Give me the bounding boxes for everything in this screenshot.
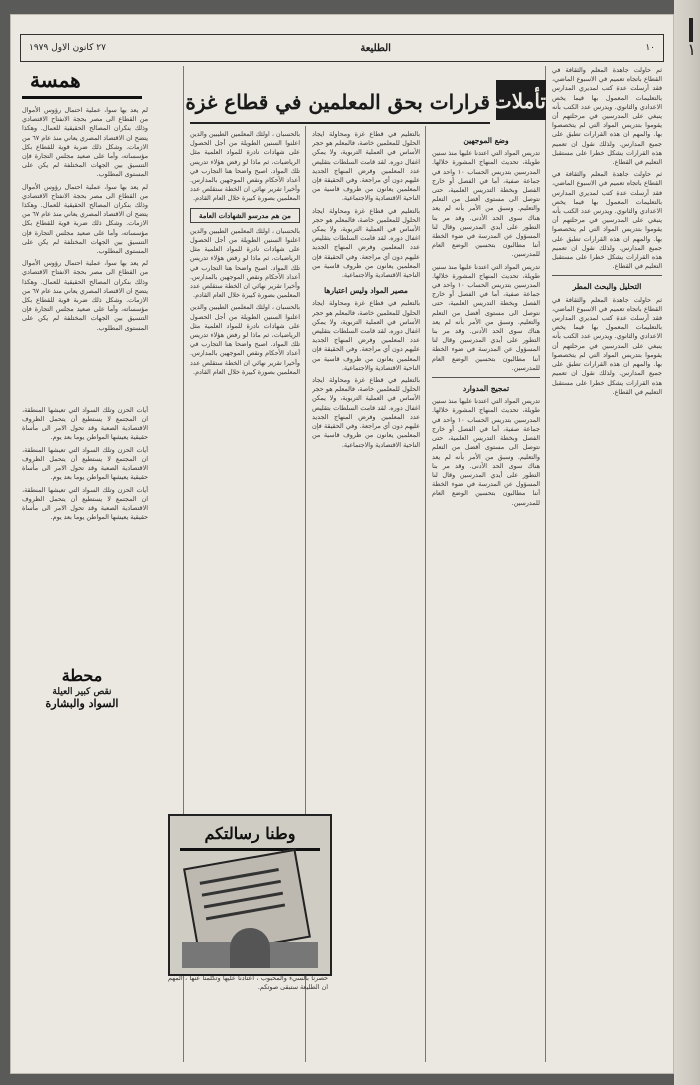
divider <box>432 377 540 378</box>
article-text: ثم حاولت جاهدة المعلم والثقافة في القطاع باتجاه تعميم في الاسبوع الماضي، فقد أرسلت عدة كتب لمديري المدارس بالتعليمات المعمول بها فيما يخص الاعدادي والثانوي. ويدرس عدد الكتب بأنه ينبغي على المدرسين في مرحلتهم أن يقوموا بتدريس المواد التي لم يتخصصوا بها. والمهم ان هذه القرارات تطبق على جميع المدارس. ولذلك نقول ان تعميم هذه القرارات يشكل خطرا على مستقبل التعليم في القطاع. <box>552 66 662 167</box>
binding-edge <box>674 0 700 1085</box>
article-text: ثم حاولت جاهدة المعلم والثقافة في القطاع باتجاه تعميم في الاسبوع الماضي، فقد أرسلت عدة كتب لمديري المدارس بالتعليمات المعمول بها فيما يخص الاعدادي والثانوي. ويدرس عدد الكتب بأنه ينبغي على المدرسين في مرحلتهم أن يقوموا بتدريس المواد التي لم يتخصصوا بها. والمهم ان هذه القرارات تطبق على جميع المدارس. ولذلك نقول ان تعميم هذه القرارات يشكل خطرا على مستقبل التعليم في القطاع. <box>552 170 662 271</box>
left-column-text: لم يعد بها سوا، عملية احتمال رؤوس الأموال من القطاع الى مصر بحجة الانفتاح الاقتصادي وذلك بنكران المصالح الحقيقية للعمال. وهكذا يتضح ان الاقتصاد المصري يعاني منذ عام ٦٧ من الازمات. وشكل ذلك ضربة قوية للقطاع بكل مؤسساته، وأما على صعيد مجلس التجارة فإن التنسيق بين الجهات المختلفة لم يكن على المستوى المطلوب. <box>22 259 148 332</box>
article-text: بالحسبان ، اولئك المعلمين الطيبين والدين اعلنوا السنين الطويلة من أجل الحصول على شهادات نادرة للمواد العلمية مثل الرياضيات، ثم ماذا لو رفض هؤلاء تدريس تلك المواد. اصبح واضحا هنا التجارب في أعداد الأحكام ونقص الموجهين بالمدارس. وأخيرا تقرير نهائي ان الخطة ستقلص عدد المعلمين بصورة كبيرة خلال العام القادم. <box>190 130 300 203</box>
subhead: التحليل والبحث المطر <box>572 282 642 292</box>
page-number: ١ <box>687 40 696 59</box>
advertisement <box>168 814 332 976</box>
mahatta-line1: نقص كبير العيلة <box>52 687 112 697</box>
mahatta-text: أيات الحزن وتلك السواد التي تعيشها المنطقة، ان المجتمع لا يستطيع أن يتحمل الظروف الاقتصادية الصعبة وقد تحول الامر الى مأساة حقيقية يعيشها المواطن يوما بعد يوم. <box>22 485 148 522</box>
ad-caption <box>168 974 328 1074</box>
mahatta-box <box>22 666 142 710</box>
ad-image-figure <box>230 928 270 968</box>
mahatta-text: أيات الحزن وتلك السواد التي تعيشها المنطقة، ان المجتمع لا يستطيع أن يتحمل الظروف الاقتصادية الصعبة وقد تحول الامر الى مأساة حقيقية يعيشها المواطن يوما بعد يوم. <box>22 405 148 442</box>
article-text: تدريس المواد التي اعتدنا عليها منذ سنين طويلة، تحديث المنهاج المشورة خلالها. المدرسين بتدريس الحساب ١٠ واحد في جماعة صفية، أما في الفصل أو خارج الفصل وبخطة التدريس العلمية، حتى نتوصل الى مستوى أفضل من التعلم والتعليم. وسبق من الأمر بأنه لم يعد هناك سوى الحد الأدنى. وقد مر بنا التطور على أيدي المدرسين وقال لنا المسؤول عن المدرسة في ضوء الخطة أننا مطالبون بتحسين الوضع العام للمدرسين. <box>432 262 540 372</box>
article-text: بالتعليم في قطاع غزة ومحاولة ايجاد الحلول للمعلمين خاصة، فالمعلم هو حجر الأساس في العملية التربوية، ولا يمكن اغفال دوره. لقد قامت السلطات بتقليص عدد المعلمين وفرض المنهاج الجديد عليهم دون أي مراجعة. وفي الحقيقة فإن المعلمين يعانون من ظروف قاسية من الناحية الاقتصادية والاجتماعية. <box>312 376 420 449</box>
article-column-3 <box>432 130 540 1062</box>
subhead: تمجيج المدوارد <box>462 384 510 394</box>
hamsa-logo <box>22 66 142 100</box>
article-column-4 <box>552 66 662 1062</box>
issue-date: ٢٧ كانون الاول ١٩٧٩ <box>29 43 106 53</box>
hamsa-logo-text: همسة <box>30 68 81 92</box>
mahatta-line2: السواد والبشارة <box>45 697 119 710</box>
article-text: بالتعليم في قطاع غزة ومحاولة ايجاد الحلول للمعلمين خاصة، فالمعلم هو حجر الأساس في العملية التربوية، ولا يمكن اغفال دوره. لقد قامت السلطات بتقليص عدد المعلمين وفرض المنهاج الجديد عليهم دون أي مراجعة. وفي الحقيقة فإن المعلمين يعانون من ظروف قاسية من الناحية الاقتصادية والاجتماعية. <box>312 130 420 203</box>
hamsa-logo-bar <box>22 96 142 99</box>
headline-rule <box>190 122 490 124</box>
newspaper-page <box>10 14 674 1074</box>
binding-mark <box>689 18 693 42</box>
column-rule <box>425 126 426 1062</box>
ad-rule <box>180 848 320 851</box>
article-text: تدريس المواد التي اعتدنا عليها منذ سنين طويلة، تحديث المنهاج المشورة خلالها. المدرسين بتدريس الحساب ١٠ واحد في جماعة صفية، أما في الفصل أو خارج الفصل وبخطة التدريس العلمية، حتى نتوصل الى مستوى أفضل من التعلم والتعليم. وسبق من الأمر بأنه لم يعد هناك سوى الحد الأدنى. وقد مر بنا التطور على أيدي المدرسين وقال لنا المسؤول عن المدرسة في ضوء الخطة أننا مطالبون بتحسين الوضع العام للمدرسين. <box>432 149 540 259</box>
article-text: بالحسبان ، اولئك المعلمين الطيبين والدين اعلنوا السنين الطويلة من أجل الحصول على شهادات نادرة للمواد العلمية مثل الرياضيات، ثم ماذا لو رفض هؤلاء تدريس تلك المواد. اصبح واضحا هنا التجارب في أعداد الأحكام ونقص الموجهين بالمدارس. وأخيرا تقرير نهائي ان الخطة ستقلص عدد المعلمين بصورة كبيرة خلال العام القادم. <box>190 303 300 376</box>
mahatta-text: أيات الحزن وتلك السواد التي تعيشها المنطقة، ان المجتمع لا يستطيع أن يتحمل الظروف الاقتصادية الصعبة وقد تحول الامر الى مأساة حقيقية يعيشها المواطن يوما بعد يوم. <box>22 445 148 482</box>
column-rule <box>545 66 546 1062</box>
page-header <box>20 34 664 62</box>
article-text: ثم حاولت جاهدة المعلم والثقافة في القطاع باتجاه تعميم في الاسبوع الماضي، فقد أرسلت عدة كتب لمديري المدارس بالتعليمات المعمول بها فيما يخص الاعدادي والثانوي. ويدرس عدد الكتب بأنه ينبغي على المدرسين في مرحلتهم أن يقوموا بتدريس المواد التي لم يتخصصوا بها. والمهم ان هذه القرارات تطبق على جميع المدارس. ولذلك نقول ان تعميم هذه القرارات يشكل خطرا على مستقبل التعليم في القطاع. <box>552 295 662 396</box>
mahatta-title: محطة <box>61 666 103 685</box>
subhead: وضع الموجهين <box>463 136 509 145</box>
columns <box>22 66 662 1062</box>
byline-box <box>190 208 300 223</box>
ad-title: وطنا رسالتكم <box>204 824 296 843</box>
article-text: بالحسبان ، اولئك المعلمين الطيبين والدين اعلنوا السنين الطويلة من أجل الحصول على شهادات نادرة للمواد العلمية مثل الرياضيات، ثم ماذا لو رفض هؤلاء تدريس تلك المواد. اصبح واضحا هنا التجارب في أعداد الأحكام ونقص الموجهين بالمدارس. وأخيرا تقرير نهائي ان الخطة ستقلص عدد المعلمين بصورة كبيرة خلال العام القادم. <box>190 226 300 300</box>
left-column-text: لم يعد بها سوا، عملية احتمال رؤوس الأموال من القطاع الى مصر بحجة الانفتاح الاقتصادي وذلك بنكران المصالح الحقيقية للعمال. وهكذا يتضح ان الاقتصاد المصري يعاني منذ عام ٦٧ من الازمات. وشكل ذلك ضربة قوية للقطاع بكل مؤسساته، وأما على صعيد مجلس التجارة فإن التنسيق بين الجهات المختلفة لم يكن على المستوى المطلوب. <box>22 106 148 179</box>
page-ref: ١٠ <box>645 43 655 53</box>
left-column-text: لم يعد بها سوا، عملية احتمال رؤوس الأموال من القطاع الى مصر بحجة الانفتاح الاقتصادي وذلك بنكران المصالح الحقيقية للعمال. وهكذا يتضح ان الاقتصاد المصري يعاني منذ عام ٦٧ من الازمات. وشكل ذلك ضربة قوية للقطاع بكل مؤسساته، وأما على صعيد مجلس التجارة فإن التنسيق بين الجهات المختلفة لم يكن على المستوى المطلوب. <box>22 182 148 256</box>
article-text: تدريس المواد التي اعتدنا عليها منذ سنين طويلة، تحديث المنهاج المشورة خلالها. المدرسين بتدريس الحساب ١٠ واحد في جماعة صفية، أما في الفصل أو خارج الفصل وبخطة التدريس العلمية، حتى نتوصل الى مستوى أفضل من التعلم والتعليم. وسبق من الأمر بأنه لم يعد هناك سوى الحد الأدنى. وقد مر بنا التطور على أيدي المدرسين وقال لنا المسؤول عن المدرسة في ضوء الخطة أننا مطالبون بتحسين الوضع العام للمدرسين. <box>432 397 540 507</box>
divider <box>552 275 662 276</box>
left-column <box>22 66 148 1062</box>
article-text: بالتعليم في قطاع غزة ومحاولة ايجاد الحلول للمعلمين خاصة، فالمعلم هو حجر الأساس في العملية التربوية، ولا يمكن اغفال دوره. لقد قامت السلطات بتقليص عدد المعلمين وفرض المنهاج الجديد عليهم دون أي مراجعة. وفي الحقيقة فإن المعلمين يعانون من ظروف قاسية من الناحية الاقتصادية والاجتماعية. <box>312 206 420 280</box>
article-text: بالتعليم في قطاع غزة ومحاولة ايجاد الحلول للمعلمين خاصة، فالمعلم هو حجر الأساس في العملية التربوية، ولا يمكن اغفال دوره. لقد قامت السلطات بتقليص عدد المعلمين وفرض المنهاج الجديد عليهم دون أي مراجعة. وفي الحقيقة فإن المعلمين يعانون من ظروف قاسية من الناحية الاقتصادية والاجتماعية. <box>312 299 420 372</box>
publication-name: الطليعة <box>360 42 391 54</box>
subhead: مصير المواد وليس اعتبارها <box>324 286 408 296</box>
byline: من هم مدرسو الشهادات العامة <box>199 210 291 220</box>
column-logo: تأملات <box>496 80 546 120</box>
headline: قرارات بحق المعلمين في قطاع غزة <box>185 90 490 114</box>
ad-caption-text: حصرنا بالسيء والمحبوب ، اعتادنا عليها وتكلمنا عنها ، المهم ان الطليعة ستبقى صوتكم. <box>168 974 328 992</box>
